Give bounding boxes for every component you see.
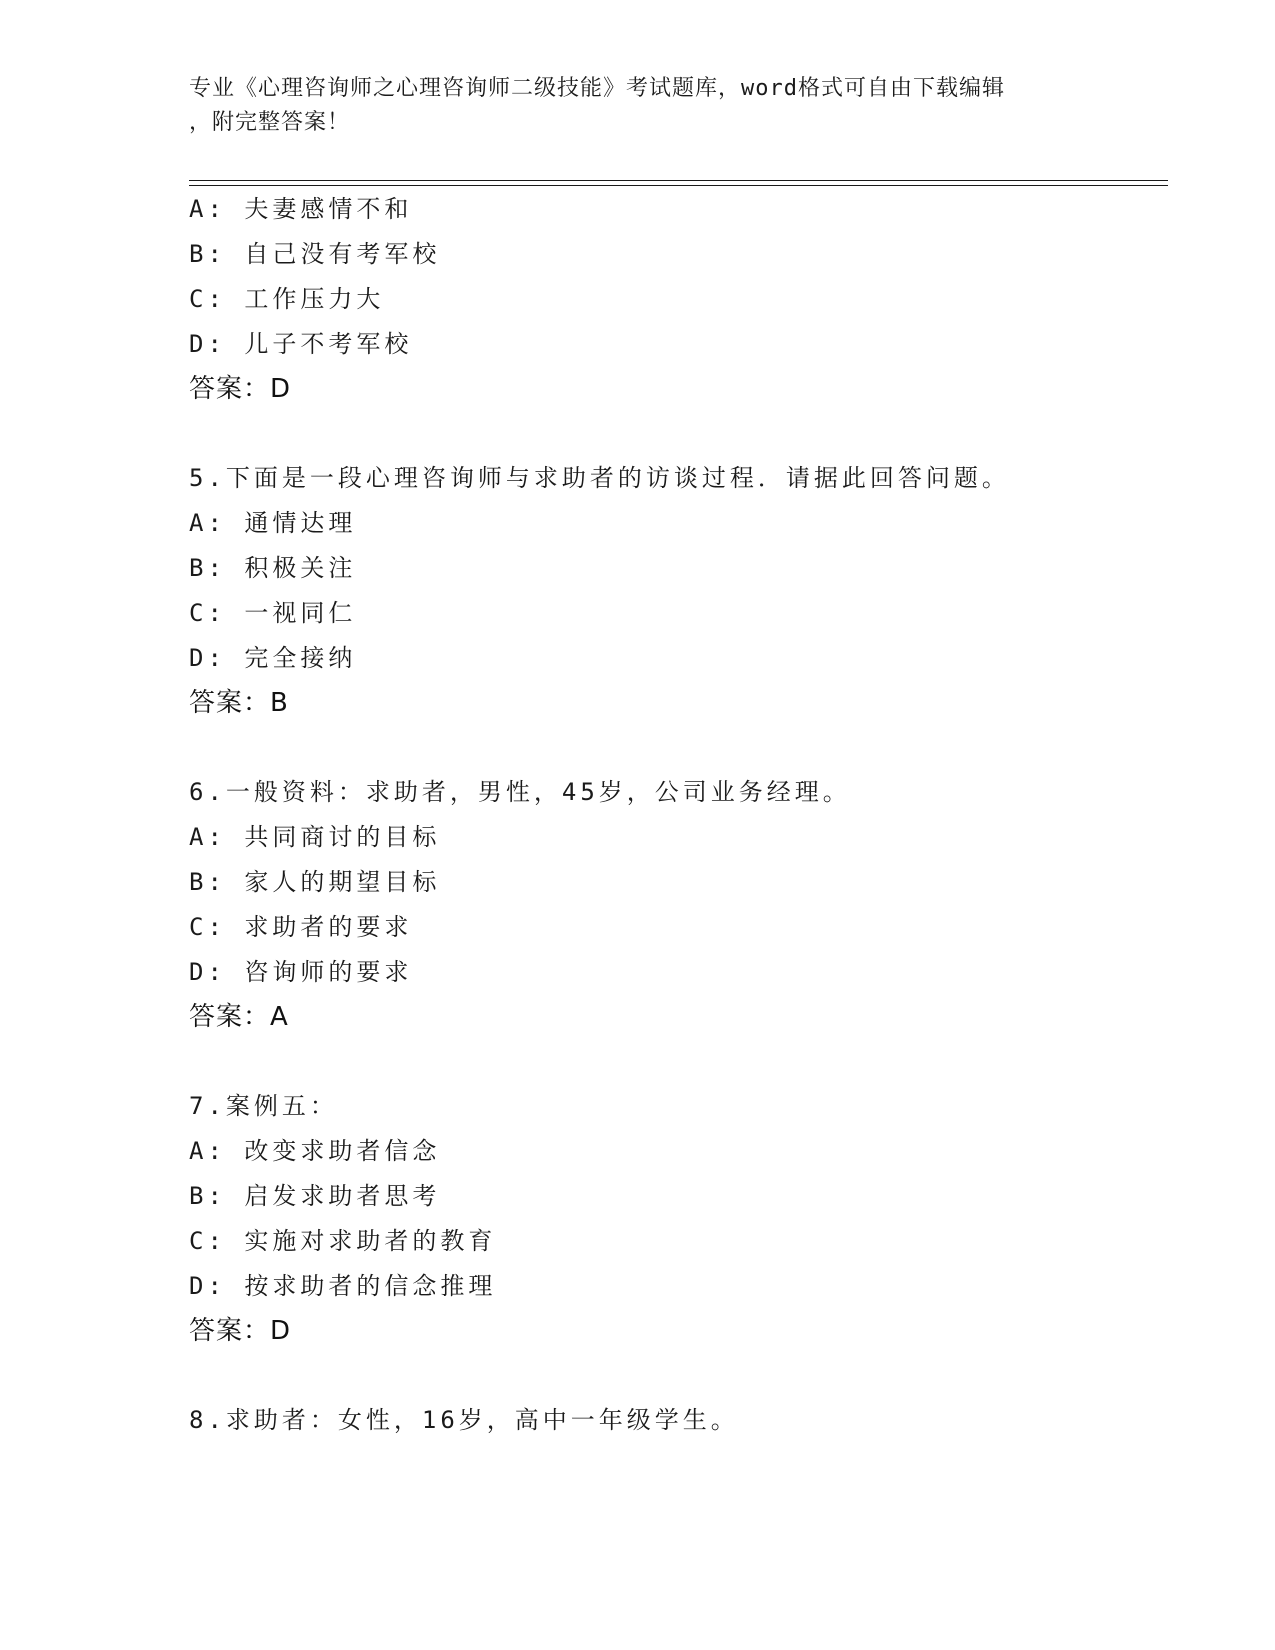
header-divider-bottom xyxy=(189,185,1168,186)
header-line-2: ，附完整答案！ xyxy=(189,110,351,135)
q4-option-a: A: 夫妻感情不和 xyxy=(189,195,413,223)
q7-option-a: A: 改变求助者信念 xyxy=(189,1137,441,1165)
q7-question: 7.案例五： xyxy=(189,1092,338,1120)
q4-option-d: D: 儿子不考军校 xyxy=(189,330,413,358)
document-header xyxy=(189,72,1089,140)
q5-option-d: D: 完全接纳 xyxy=(189,644,357,672)
q4-answer: 答案：D xyxy=(189,374,292,404)
q6-question: 6.一般资料：求助者，男性，45岁，公司业务经理。 xyxy=(189,778,851,806)
q7-option-b: B: 启发求助者思考 xyxy=(189,1182,441,1210)
q4-option-c: C: 工作压力大 xyxy=(189,285,385,313)
q7-answer: 答案：D xyxy=(189,1316,292,1346)
header-divider-top xyxy=(189,180,1168,181)
q5-answer: 答案：B xyxy=(189,688,289,718)
header-line-1: 专业《心理咨询师之心理咨询师二级技能》考试题库，word格式可自由下载编辑 xyxy=(189,76,1005,101)
q5-option-b: B: 积极关注 xyxy=(189,554,357,582)
q6-answer: 答案：A xyxy=(189,1002,289,1032)
q8-question: 8.求助者：女性，16岁，高中一年级学生。 xyxy=(189,1406,739,1434)
q5-option-a: A: 通情达理 xyxy=(189,509,357,537)
q5-question: 5.下面是一段心理咨询师与求助者的访谈过程．请据此回答问题。 xyxy=(189,464,1010,492)
q4-option-b: B: 自己没有考军校 xyxy=(189,240,441,268)
q6-option-d: D: 咨询师的要求 xyxy=(189,958,413,986)
q6-option-b: B: 家人的期望目标 xyxy=(189,868,441,896)
q5-option-c: C: 一视同仁 xyxy=(189,599,357,627)
q7-option-d: D: 按求助者的信念推理 xyxy=(189,1272,497,1300)
q6-option-c: C: 求助者的要求 xyxy=(189,913,413,941)
q7-option-c: C: 实施对求助者的教育 xyxy=(189,1227,497,1255)
q6-option-a: A: 共同商讨的目标 xyxy=(189,823,441,851)
